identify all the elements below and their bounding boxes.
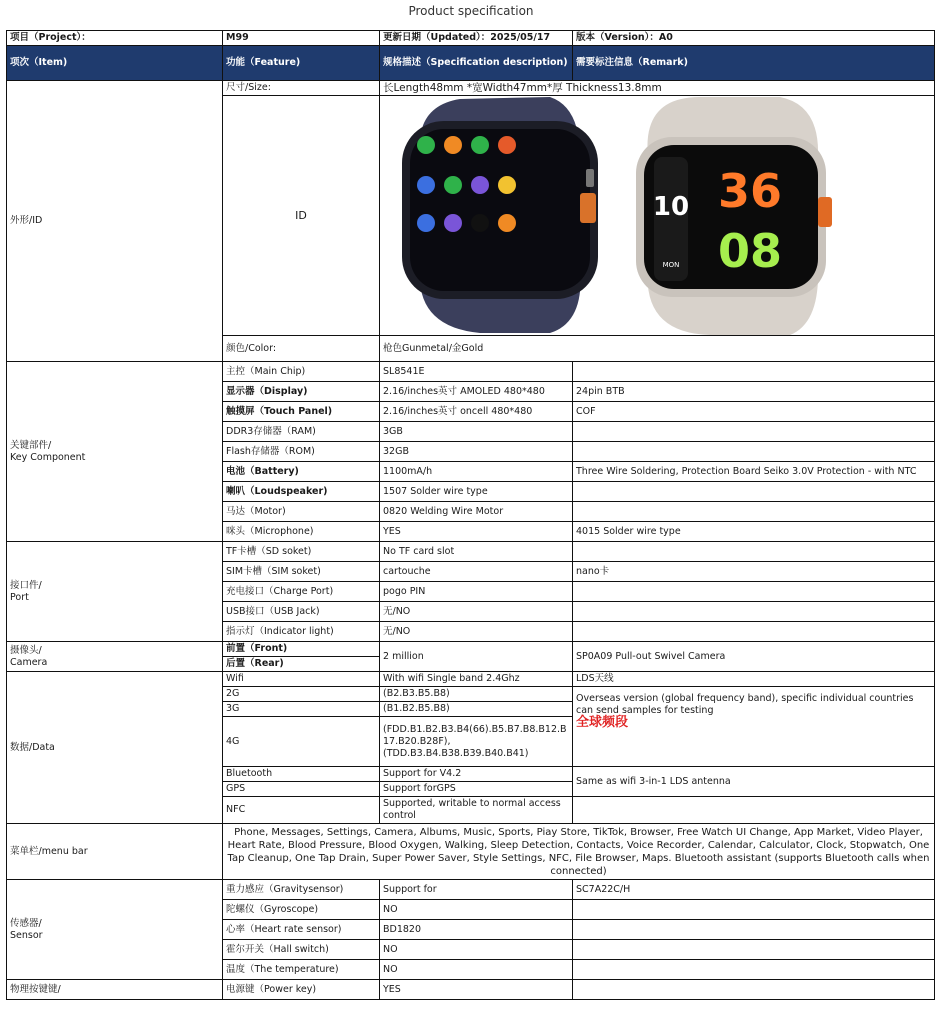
kc-remark: Three Wire Soldering, Protection Board Seiko 3.0V Protection - with NTC bbox=[573, 462, 935, 482]
kc-remark bbox=[573, 442, 935, 462]
kc-spec: YES bbox=[380, 522, 573, 542]
kc-feature: 触摸屏（Touch Panel) bbox=[223, 402, 380, 422]
sensor-spec: NO bbox=[380, 960, 573, 980]
nfc-remark bbox=[573, 797, 935, 824]
nfc-spec: Supported, writable to normal access control bbox=[380, 797, 573, 824]
wifi-feature: Wifi bbox=[223, 672, 380, 687]
kc-remark bbox=[573, 422, 935, 442]
color-spec: 枪色Gunmetal/金Gold bbox=[380, 336, 935, 362]
kc-feature: Flash存储器（ROM) bbox=[223, 442, 380, 462]
physical-spec: YES bbox=[380, 980, 573, 1000]
kc-spec: 1507 Solder wire type bbox=[380, 482, 573, 502]
kc-feature: 主控（Main Chip) bbox=[223, 362, 380, 382]
sensor-spec: NO bbox=[380, 940, 573, 960]
kc-spec: 3GB bbox=[380, 422, 573, 442]
kc-spec: 1100mA/h bbox=[380, 462, 573, 482]
kc-feature: 马达（Motor) bbox=[223, 502, 380, 522]
g2-feature: 2G bbox=[223, 687, 380, 702]
header-spec: 规格描述（Specification description) bbox=[380, 46, 573, 81]
product-image-cell bbox=[380, 96, 935, 336]
kc-spec: 2.16/inches英寸 AMOLED 480*480 bbox=[380, 382, 573, 402]
sensor-feature: 陀螺仪（Gyroscope) bbox=[223, 900, 380, 920]
port-feature: 指示灯（Indicator light) bbox=[223, 622, 380, 642]
sensor-spec: NO bbox=[380, 900, 573, 920]
bt-gps-remark: Same as wifi 3-in-1 LDS antenna bbox=[573, 767, 935, 797]
port-spec: No TF card slot bbox=[380, 542, 573, 562]
kc-spec: 32GB bbox=[380, 442, 573, 462]
gold-watch bbox=[636, 97, 832, 335]
watch-hour: 10 bbox=[652, 191, 690, 222]
band-remark bbox=[573, 687, 935, 767]
port-item: 接口件/ Port bbox=[7, 542, 223, 642]
sensor-remark: SC7A22C/H bbox=[573, 880, 935, 900]
port-feature: SIM卡槽（SIM soket) bbox=[223, 562, 380, 582]
watch-top-digits: 36 bbox=[717, 163, 783, 218]
port-remark bbox=[573, 542, 935, 562]
kc-remark: 24pin BTB bbox=[573, 382, 935, 402]
bt-spec: Support for V4.2 bbox=[380, 767, 573, 782]
band-remark-text: Overseas version (global frequency band), specific individual countries can send samples for testing bbox=[576, 693, 914, 716]
sensor-spec: Support for bbox=[380, 880, 573, 900]
header-feature: 功能（Feature) bbox=[223, 46, 380, 81]
sensor-feature: 心率（Heart rate sensor) bbox=[223, 920, 380, 940]
camera-rear: 后置（Rear) bbox=[223, 657, 380, 672]
sensor-item: 传感器/ Sensor bbox=[7, 880, 223, 980]
watch-bottom-digits: 08 bbox=[717, 223, 783, 278]
sensor-remark bbox=[573, 940, 935, 960]
port-feature: 充电接口（Charge Port) bbox=[223, 582, 380, 602]
g4-spec: (FDD.B1.B2.B3.B4(66).B5.B7.B8.B12.B17.B20.B28F),(TDD.B3.B4.B38.B39.B40.B41) bbox=[380, 717, 573, 767]
camera-item: 摄像头/ Camera bbox=[7, 642, 223, 672]
project-label: 项目（Project）： bbox=[7, 31, 223, 46]
wifi-spec: With wifi Single band 2.4Ghz bbox=[380, 672, 573, 687]
data-item: 数据/Data bbox=[7, 672, 223, 824]
port-feature: TF卡槽（SD soket) bbox=[223, 542, 380, 562]
port-spec: 无/NO bbox=[380, 622, 573, 642]
product-images bbox=[380, 97, 928, 335]
g3-spec: (B1.B2.B5.B8) bbox=[380, 702, 573, 717]
kc-feature: 喇叭（Loudspeaker) bbox=[223, 482, 380, 502]
size-feature: 尺寸/Size: bbox=[223, 81, 380, 96]
document-title: Product specification bbox=[408, 4, 534, 18]
port-feature: USB接口（USB Jack) bbox=[223, 602, 380, 622]
gps-feature: GPS bbox=[223, 782, 380, 797]
kc-feature: DDR3存储器（RAM) bbox=[223, 422, 380, 442]
bt-feature: Bluetooth bbox=[223, 767, 380, 782]
port-remark bbox=[573, 622, 935, 642]
header-row bbox=[7, 46, 935, 81]
sensor-spec: BD1820 bbox=[380, 920, 573, 940]
g2-spec: (B2.B3.B5.B8) bbox=[380, 687, 573, 702]
size-spec: 长Length48mm *宽Width47mm*厚 Thickness13.8mm bbox=[380, 81, 935, 96]
port-remark: nano卡 bbox=[573, 562, 935, 582]
physical-remark bbox=[573, 980, 935, 1000]
menu-item: 菜单栏/menu bar bbox=[7, 824, 223, 880]
physical-feature: 电源键（Power key) bbox=[223, 980, 380, 1000]
project-row bbox=[7, 31, 935, 46]
kc-remark bbox=[573, 362, 935, 382]
project-value: M99 bbox=[223, 31, 380, 46]
camera-spec: 2 million bbox=[380, 642, 573, 672]
g4-feature: 4G bbox=[223, 717, 380, 767]
wifi-remark: LDS天线 bbox=[573, 672, 935, 687]
id-label: ID bbox=[223, 96, 380, 336]
camera-remark: SP0A09 Pull-out Swivel Camera bbox=[573, 642, 935, 672]
updated-date: 更新日期（Updated）：2025/05/17 bbox=[380, 31, 573, 46]
port-spec: pogo PIN bbox=[380, 582, 573, 602]
gps-spec: Support forGPS bbox=[380, 782, 573, 797]
header-item: 项次（Item) bbox=[7, 46, 223, 81]
kc-spec: 2.16/inches英寸 oncell 480*480 bbox=[380, 402, 573, 422]
g3-feature: 3G bbox=[223, 702, 380, 717]
sensor-feature: 重力感应（Gravitysensor) bbox=[223, 880, 380, 900]
sensor-remark bbox=[573, 960, 935, 980]
kc-spec: SL8541E bbox=[380, 362, 573, 382]
watch-images-svg bbox=[380, 97, 928, 335]
watch-day: MON bbox=[662, 260, 680, 269]
kc-remark bbox=[573, 502, 935, 522]
camera-front: 前置（Front) bbox=[223, 642, 380, 657]
kc-remark bbox=[573, 482, 935, 502]
spec-table bbox=[6, 30, 935, 1000]
sensor-feature: 霍尔开关（Hall switch) bbox=[223, 940, 380, 960]
sensor-remark bbox=[573, 920, 935, 940]
port-spec: 无/NO bbox=[380, 602, 573, 622]
physical-item: 物理按键键/ bbox=[7, 980, 223, 1000]
color-feature: 颜色/Color: bbox=[223, 336, 380, 362]
nfc-feature: NFC bbox=[223, 797, 380, 824]
size-row bbox=[7, 81, 935, 96]
kc-remark: 4015 Solder wire type bbox=[573, 522, 935, 542]
gunmetal-watch bbox=[402, 97, 598, 333]
port-remark bbox=[573, 582, 935, 602]
version: 版本（Version）：A0 bbox=[573, 31, 935, 46]
kc-remark: COF bbox=[573, 402, 935, 422]
header-remark: 需要标注信息（Remark) bbox=[573, 46, 935, 81]
port-spec: cartouche bbox=[380, 562, 573, 582]
port-remark bbox=[573, 602, 935, 622]
menu-text: Phone, Messages, Settings, Camera, Albums, Music, Sports, Piay Store, TikTok, Browser, Free Watch UI Change, App Market, Video Player, Heart Rate, Blood Pressure, Blood Oxygen, Walking, Sleep Detection, Contacts, Voice Recorder, Calendar, Calculator, Clock, Stopwatch, One Tap Cleanup, One Tap Drain, Super Power Saver, Style Settings, NFC, File Browser, Maps. Bluetooth assistant (supports Bluetooth calls when connected) bbox=[223, 824, 935, 880]
band-remark-cn: 全球频段 bbox=[576, 715, 629, 730]
kc-spec: 0820 Welding Wire Motor bbox=[380, 502, 573, 522]
sensor-remark bbox=[573, 900, 935, 920]
key-component-item: 关键部件/ Key Component bbox=[7, 362, 223, 542]
kc-feature: 电池（Battery) bbox=[223, 462, 380, 482]
appearance-item: 外形/ID bbox=[7, 81, 223, 362]
kc-feature: 显示器（Display) bbox=[223, 382, 380, 402]
kc-feature: 咪头（Microphone) bbox=[223, 522, 380, 542]
sensor-feature: 温度（The temperature) bbox=[223, 960, 380, 980]
